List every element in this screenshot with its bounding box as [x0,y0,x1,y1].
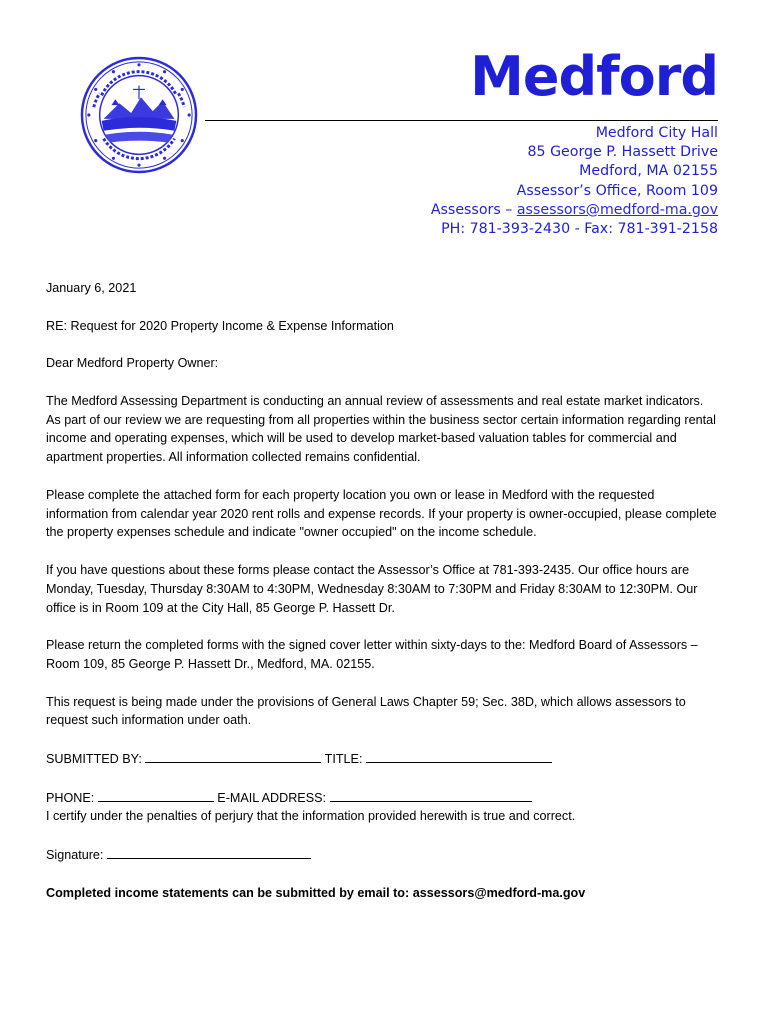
phone-label: PHONE: [46,790,95,805]
letter-date: January 6, 2021 [46,281,137,295]
paragraph-review: The Medford Assessing Department is conducting an annual review of assessments and real estate market indicators. As part of our review we are requesting from all properties within the business sector certain information regarding rental income and operating expenses, which will be used to develop market-based valuation tables for commercial and apartment properties. All information collected remains confidential. [46,393,716,465]
salutation: Dear Medford Property Owner: [46,356,219,371]
assessors-email-link[interactable]: assessors@medford-ma.gov [516,201,718,218]
address-line: Medford, MA 02155 [579,163,718,180]
submitted-title-row [46,749,720,769]
submitted-by-label: SUBMITTED BY: [46,751,142,766]
signature-row [46,845,720,865]
phone-fax: PH: 781-393-2430 - Fax: 781-391-2158 [441,221,718,238]
address-line: 85 George P. Hassett Drive [527,144,718,161]
phone-field[interactable] [98,788,214,802]
phone-email-row [46,788,720,808]
assessors-prefix: Assessors – [430,201,517,218]
letter-body [46,279,720,921]
signature-label: Signature: [46,847,104,862]
city-brand: Medford [470,45,718,108]
signature-field[interactable] [107,845,311,859]
city-seal-icon [80,56,198,174]
header-rule [205,120,718,121]
address-line: Medford City Hall [595,125,718,141]
title-label: TITLE: [324,751,363,766]
re-line: RE: Request for 2020 Property Income & Expense Information [46,318,394,333]
paragraph-instructions: Please complete the attached form for each property location you own or lease in Medford with the requested information from calendar year 2020 rent rolls and expense records. If your property is owner-occupied, please complete the property expenses schedule and indicate "owner occupied" on the income schedule. [46,487,717,540]
paragraph-contact: If you have questions about these forms please contact the Assessor’s Office at 781-393-2435. Our office hours are Monday, Tuesday, Thursday 8:30AM to 4:30PM, Wednesday 8:30AM to 7:30PM and Friday 8:30AM to 12:30PM. Our office is in Room 109 at the City Hall, 85 George P. Hassett Dr. [46,562,698,615]
assessors-line [431,201,718,220]
address-block [431,124,718,239]
address-line: Assessor’s Office, Room 109 [516,182,718,199]
email-submission-note: Completed income statements can be submitted by email to: assessors@medford-ma.gov [46,885,586,900]
email-label: E-MAIL ADDRESS: [217,790,327,805]
title-field[interactable] [366,749,552,763]
email-field[interactable] [330,788,532,802]
submitted-by-field[interactable] [145,749,321,763]
paragraph-return: Please return the completed forms with the signed cover letter within sixty-days to the: Medford Board of Assessors – Room 109, 85 George P. Hassett Dr., Medford, MA. 02155. [46,638,698,671]
paragraph-legal: This request is being made under the provisions of General Laws Chapter 59; Sec. 38D, which allows assessors to request such information under oath. [46,694,686,728]
certify-statement: I certify under the penalties of perjury that the information provided herewith is true and correct. [46,809,576,824]
